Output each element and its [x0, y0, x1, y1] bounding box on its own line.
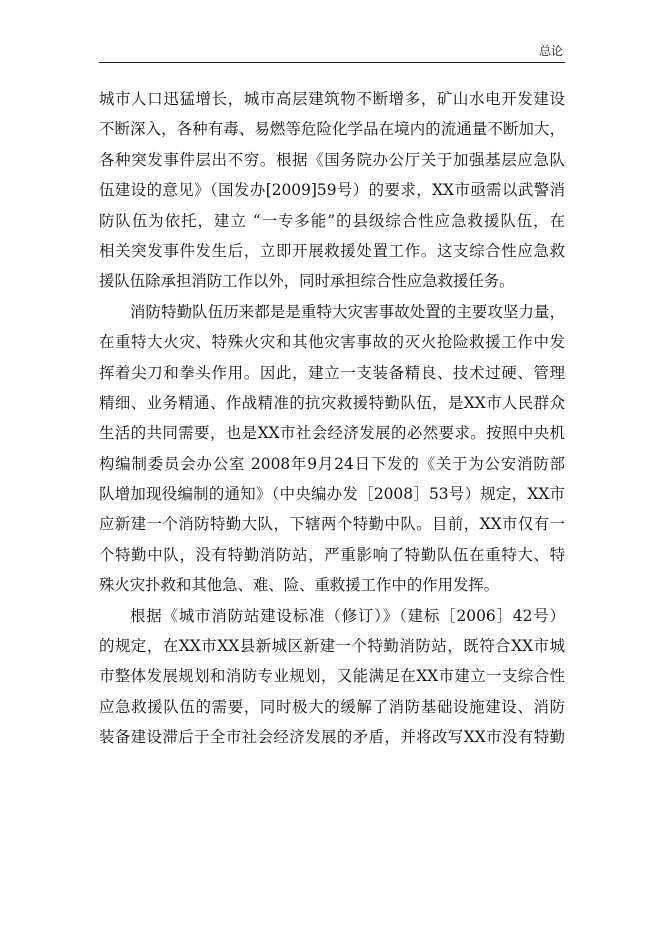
text-line: 不断深入，各种有毒、易燃等危险化学品在境内的流通量不断加大， [99, 120, 565, 139]
text-line: 的规定，在XX市XX县新城区新建一个特勤消防站，既符合XX市城 [99, 637, 565, 656]
paragraph-2 [99, 297, 565, 601]
text-line: 市整体发展规划和消防专业规划，又能满足在XX市建立一支综合性 [99, 667, 565, 686]
text-line: 伍建设的意见》（国发办[2009]59号）的要求，XX市亟需以武警消 [99, 181, 565, 200]
text-line: 挥着尖刀和拳头作用。因此，建立一支装备精良、技术过硬、管理 [99, 363, 565, 382]
text-line: 装备建设滞后于全市社会经济发展的矛盾，并将改写XX市没有特勤 [99, 728, 565, 747]
text-line: 构编制委员会办公室 2008年9月24日下发的《关于为公安消防部 [99, 454, 565, 473]
text-line: 应新建一个消防特勤大队，下辖两个特勤中队。目前，XX市仅有一 [99, 515, 565, 534]
text-line: 殊火灾扑救和其他急、难、险、重救援工作中的作用发挥。 [99, 576, 500, 595]
text-line: 相关突发事件发生后，立即开展救援处置工作。这支综合性应急救 [99, 241, 565, 260]
text-line: 援队伍除承担消防工作以外，同时承担综合性应急救援任务。 [99, 272, 515, 291]
text-line: 各种突发事件层出不穷。根据《国务院办公厅关于加强基层应急队 [99, 150, 565, 169]
paragraph-3 [99, 601, 565, 753]
text-line: 根据《城市消防站建设标准（修订）》（建标［2006］42号） [130, 606, 565, 625]
text-line: 个特勤中队，没有特勤消防站，严重影响了特勤队伍在重特大、特 [99, 545, 565, 564]
text-line: 消防特勤队伍历来都是是重特大灾害事故处置的主要攻坚力量， [130, 302, 565, 321]
body-text [99, 84, 565, 753]
text-line: 在重特大火灾、特殊火灾和其他灾害事故的灭火抢险救援工作中发 [99, 333, 565, 352]
text-line: 城市人口迅猛增长，城市高层建筑物不断增多，矿山水电开发建设 [99, 90, 565, 108]
paragraph-1 [99, 84, 565, 297]
text-line: 队增加现役编制的通知》（中央编办发［2008］53号）规定，XX市 [99, 485, 565, 504]
header-title: 总论 [538, 44, 563, 58]
text-line: 应急救援队伍的需要，同时极大的缓解了消防基础设施建设、消防 [99, 697, 565, 716]
text-line: 防队伍为依托，建立 “一专多能”的县级综合性应急救援队伍，在 [99, 211, 565, 230]
text-line: 生活的共同需要，也是XX市社会经济发展的必然要求。按照中央机 [99, 424, 565, 443]
text-line: 精细、业务精通、作战精准的抗灾救援特勤队伍，是XX市人民群众 [99, 393, 565, 412]
page-header [99, 42, 565, 63]
